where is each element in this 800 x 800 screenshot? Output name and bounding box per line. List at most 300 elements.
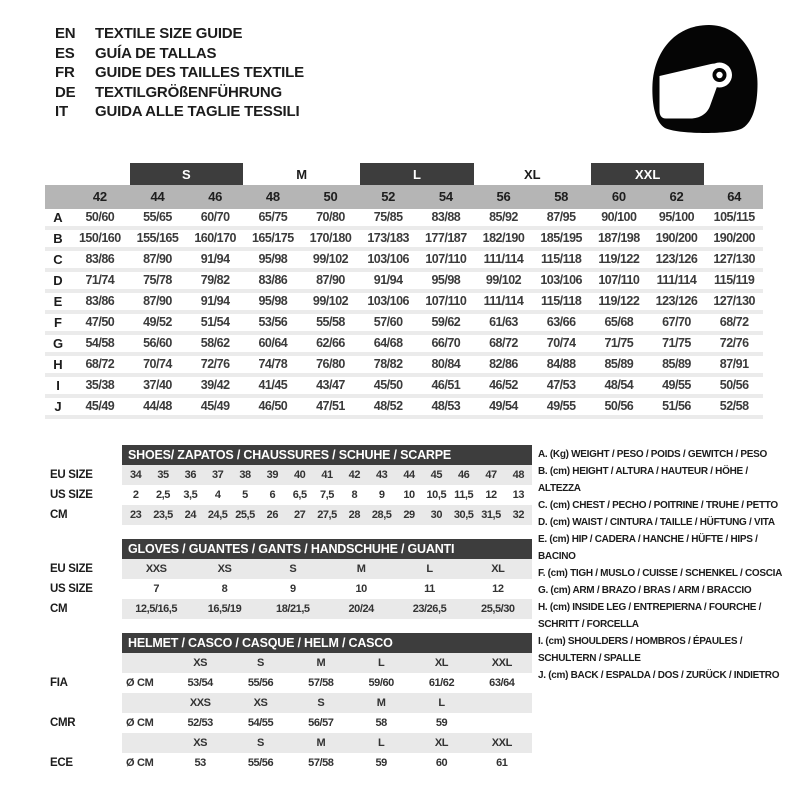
size-column-header: 50: [323, 189, 338, 204]
value-cell: 63/64: [489, 677, 515, 689]
legend-key: D. (cm): [538, 517, 573, 528]
size-value-cell: 68/72: [85, 357, 115, 371]
value-cell: 9: [289, 583, 296, 595]
language-code: ES: [55, 44, 75, 62]
size-column-header: 64: [727, 189, 742, 204]
size-value-cell: 46/50: [258, 399, 288, 413]
size-column-header: 58: [554, 189, 569, 204]
value-cell: XS: [217, 563, 232, 575]
legend-key: B. (cm): [538, 466, 573, 477]
size-number-header-row: [45, 185, 763, 209]
size-value-cell: 115/118: [541, 294, 582, 308]
size-value-cell: 78/82: [373, 357, 403, 371]
value-cell: 10: [403, 489, 415, 501]
helmet-table-title: HELMET / CASCO / CASQUE / HELM / CASCO: [122, 633, 532, 653]
value-cell: XL: [434, 737, 449, 749]
table-row: [45, 209, 763, 230]
value-cell: 24,5: [207, 509, 228, 521]
size-value-cell: 62/66: [316, 336, 345, 350]
size-value-cell: 50/56: [719, 378, 749, 392]
value-cell: XXS: [145, 563, 167, 575]
table-row: [50, 653, 532, 673]
size-value-cell: 79/82: [200, 273, 230, 287]
diameter-cm-label: Ø CM: [126, 757, 154, 769]
row-label: D: [53, 273, 63, 288]
size-value-cell: 71/75: [662, 336, 691, 350]
value-cell: 12: [492, 583, 504, 595]
size-value-cell: 123/126: [655, 294, 698, 308]
value-cell: S: [317, 697, 325, 709]
size-value-cell: 99/102: [312, 294, 349, 308]
size-value-cell: 43/47: [316, 378, 345, 392]
value-cell: S: [289, 563, 297, 575]
value-cell: 10,5: [426, 489, 447, 501]
value-cell: 16,5/19: [207, 603, 242, 615]
bottom-section: [50, 445, 790, 787]
measurement-legend: [538, 445, 790, 684]
value-cell: XXL: [491, 737, 512, 749]
value-cell: 20/24: [348, 603, 374, 615]
size-value-cell: 190/200: [713, 231, 755, 245]
size-value-cell: 95/98: [258, 252, 288, 266]
size-value-cell: 58/62: [200, 336, 230, 350]
value-cell: 37: [211, 469, 224, 481]
size-value-cell: 127/130: [713, 294, 755, 308]
racing-helmet-icon: [645, 18, 765, 138]
size-value-cell: 185/195: [540, 231, 582, 245]
legend-text: HIP / CADERA / HANCHE / HÜFTE / HIPS / BACINO: [538, 534, 758, 562]
language-title: GUIDA ALLE TAGLIE TESSILI: [95, 103, 300, 120]
size-value-cell: 46/51: [431, 378, 461, 392]
value-cell: 10: [355, 583, 367, 595]
size-column-header: 48: [265, 189, 280, 204]
size-value-cell: 52/58: [719, 399, 749, 413]
value-cell: 6: [269, 489, 276, 501]
value-cell: 7: [153, 583, 159, 595]
table-row: [50, 559, 532, 579]
size-value-cell: 65/75: [258, 210, 288, 224]
value-cell: 9: [378, 489, 385, 501]
legend-key: H. (cm): [538, 602, 573, 613]
value-cell: 4: [214, 489, 221, 501]
size-value-cell: 45/49: [200, 399, 230, 413]
size-value-cell: 87/91: [719, 357, 749, 371]
standard-label: CMR: [50, 717, 76, 729]
size-value-cell: 85/89: [662, 357, 691, 371]
diameter-cm-label: Ø CM: [126, 677, 154, 689]
legend-item: [538, 514, 790, 531]
legend-key: F. (cm): [538, 568, 571, 579]
size-value-cell: 83/86: [85, 252, 115, 266]
row-label: US SIZE: [50, 583, 93, 595]
value-cell: 56/57: [308, 717, 334, 729]
size-value-cell: 74/78: [258, 357, 288, 371]
language-code: IT: [55, 103, 68, 120]
value-cell: 57/58: [308, 677, 334, 689]
size-value-cell: 60/70: [200, 210, 230, 224]
size-column-header: 44: [150, 189, 165, 204]
size-column-header: 56: [496, 189, 511, 204]
value-cell: 45: [430, 469, 442, 481]
language-title: GUIDE DES TAILLES TEXTILE: [95, 64, 304, 81]
size-value-cell: 83/88: [431, 210, 461, 224]
size-value-cell: 35/38: [85, 378, 115, 392]
value-cell: 35: [157, 469, 169, 481]
size-column-header: 46: [208, 189, 223, 204]
size-group-spacer: [705, 163, 763, 185]
legend-item: [538, 633, 790, 667]
value-cell: 2,5: [156, 489, 170, 501]
table-row: [50, 673, 532, 693]
size-value-cell: 47/50: [85, 315, 115, 329]
value-cell: L: [438, 697, 445, 709]
value-cell: 28,5: [371, 509, 392, 521]
gloves-table-title: GLOVES / GUANTES / GANTS / HANDSCHUHE / GUANTI: [122, 539, 532, 559]
size-value-cell: 75/85: [373, 210, 403, 224]
size-value-cell: 155/165: [136, 231, 179, 245]
value-cell: 43: [375, 469, 388, 481]
table-row: [50, 579, 532, 599]
legend-text: INSIDE LEG / ENTREPIERNA / FOURCHE / SCHRITT / FORCELLA: [538, 602, 762, 630]
size-value-cell: 127/130: [713, 252, 755, 266]
row-label: EU SIZE: [50, 563, 93, 575]
language-title: TEXTILGRÖßENFÜHRUNG: [95, 83, 283, 101]
value-cell: 25,5/30: [481, 603, 515, 615]
row-label: A: [53, 210, 63, 225]
size-value-cell: 63/66: [546, 315, 576, 329]
size-value-cell: 39/42: [200, 378, 230, 392]
size-value-cell: 50/60: [85, 210, 115, 224]
table-row: [50, 485, 532, 505]
value-cell: 44: [403, 469, 415, 481]
size-value-cell: 107/110: [425, 294, 467, 308]
value-cell: S: [257, 657, 264, 669]
value-cell: 57/58: [308, 757, 334, 769]
value-cell: 29: [403, 509, 415, 521]
size-value-cell: 49/55: [662, 378, 691, 392]
size-value-cell: 115/119: [714, 273, 755, 287]
value-cell: 31,5: [481, 509, 501, 521]
legend-text: TIGH / MUSLO / CUISSE / SCHENKEL / COSCIA: [570, 568, 783, 579]
language-code: FR: [55, 64, 75, 81]
table-row: [45, 251, 763, 272]
shoes-table-title: SHOES/ ZAPATOS / CHAUSSURES / SCHUHE / SCARPE: [122, 445, 532, 465]
table-row: [50, 599, 532, 619]
size-value-cell: 103/106: [367, 252, 409, 266]
size-column-header: 60: [611, 189, 626, 204]
value-cell: 55/56: [247, 677, 274, 689]
table-row: [45, 335, 763, 356]
value-cell: 55/56: [247, 757, 274, 769]
legend-text: BACK / ESPALDA / DOS / ZURÜCK / INDIETRO: [570, 670, 780, 681]
value-cell: 11: [424, 583, 435, 595]
legend-item: [538, 497, 790, 514]
size-value-cell: 80/84: [431, 357, 461, 371]
row-values: [122, 713, 532, 733]
size-value-cell: 95/98: [431, 273, 461, 287]
size-value-cell: 87/90: [316, 273, 345, 287]
value-cell: XL: [434, 657, 449, 669]
size-value-cell: 68/72: [719, 315, 749, 329]
legend-key: I. (cm): [538, 636, 568, 647]
row-values: [122, 673, 532, 693]
size-value-cell: 103/106: [367, 294, 409, 308]
row-values: [122, 485, 532, 505]
size-value-cell: 190/200: [655, 231, 698, 245]
size-value-cell: 55/58: [316, 315, 345, 329]
value-cell: S: [257, 737, 264, 749]
language-code: DE: [55, 83, 76, 101]
table-row: [45, 293, 763, 314]
value-cell: M: [356, 563, 366, 575]
size-value-cell: 51/54: [200, 315, 230, 329]
size-value-cell: 107/110: [598, 273, 640, 287]
table-row: [50, 465, 532, 485]
row-values: [122, 579, 532, 599]
legend-text: WEIGHT / PESO / POIDS / GEWITCH / PESO: [571, 449, 768, 460]
diameter-cm-label: Ø CM: [126, 717, 154, 729]
size-value-cell: 111/114: [656, 273, 697, 287]
language-row: [55, 83, 304, 103]
size-value-cell: 72/76: [719, 336, 749, 350]
size-value-cell: 72/76: [200, 357, 230, 371]
legend-item: [538, 531, 790, 565]
value-cell: 36: [184, 469, 196, 481]
size-column-header: 42: [92, 189, 107, 204]
row-label: G: [52, 336, 64, 351]
row-label: E: [53, 294, 63, 309]
row-values: [122, 693, 532, 713]
legend-item: [538, 582, 790, 599]
size-value-cell: 70/80: [316, 210, 345, 224]
table-row: [45, 230, 763, 251]
size-value-cell: 107/110: [425, 252, 467, 266]
size-value-cell: 48/53: [431, 399, 461, 413]
value-cell: 11,5: [454, 489, 474, 501]
value-cell: XS: [193, 737, 208, 749]
accessory-tables: [50, 445, 532, 787]
table-row: [50, 753, 532, 773]
value-cell: 5: [242, 489, 248, 501]
value-cell: 27,5: [317, 509, 337, 521]
size-value-cell: 95/98: [258, 294, 288, 308]
size-value-cell: 187/198: [597, 231, 640, 245]
size-value-cell: 50/56: [604, 399, 634, 413]
standard-label: FIA: [50, 677, 68, 689]
size-column-header: 52: [381, 189, 396, 204]
value-cell: 23,5: [153, 509, 173, 521]
standard-label: [50, 653, 122, 673]
standard-label: ECE: [50, 757, 73, 769]
language-title-list: [55, 24, 304, 122]
value-cell: XXS: [189, 697, 211, 709]
size-value-cell: 99/102: [312, 252, 349, 266]
language-title: TEXTILE SIZE GUIDE: [95, 25, 243, 42]
size-value-cell: 111/114: [483, 252, 524, 266]
legend-item: [538, 446, 790, 463]
value-cell: 12: [485, 489, 497, 501]
size-value-cell: 165/175: [251, 231, 294, 245]
size-value-cell: 55/65: [143, 210, 172, 224]
size-value-cell: 87/95: [546, 210, 576, 224]
standard-label: [50, 733, 122, 753]
value-cell: 47: [485, 469, 497, 481]
value-cell: 3,5: [183, 489, 198, 501]
size-value-cell: 59/62: [431, 315, 461, 329]
corner-cell: [45, 185, 71, 209]
legend-item: [538, 667, 790, 684]
value-cell: 59/60: [368, 677, 394, 689]
table-row: [45, 314, 763, 335]
size-value-cell: 48/54: [604, 378, 634, 392]
value-cell: M: [316, 737, 326, 749]
size-value-cell: 71/75: [604, 336, 634, 350]
value-cell: 32: [512, 509, 524, 521]
size-group-header-row: [45, 163, 763, 185]
helmet-table: [50, 633, 532, 773]
size-value-cell: 91/94: [200, 252, 230, 266]
textile-size-table: [45, 163, 763, 419]
table-row: [50, 693, 532, 713]
value-cell: 61/62: [428, 677, 455, 689]
legend-item: [538, 463, 790, 497]
size-value-cell: 67/70: [662, 315, 691, 329]
size-value-cell: 37/40: [143, 378, 172, 392]
size-value-cell: 87/90: [143, 294, 172, 308]
value-cell: 27: [293, 509, 306, 521]
size-value-cell: 103/106: [540, 273, 582, 287]
size-value-cell: 99/102: [485, 273, 522, 287]
value-cell: 24: [184, 509, 196, 521]
value-cell: L: [426, 563, 433, 575]
size-value-cell: 47/53: [546, 378, 576, 392]
size-group-l: L: [360, 163, 473, 185]
value-cell: 54/55: [247, 717, 274, 729]
size-value-cell: 76/80: [316, 357, 345, 371]
row-values: [122, 465, 532, 485]
row-values: [122, 505, 532, 525]
value-cell: 61: [496, 757, 508, 769]
language-row: [55, 102, 304, 122]
gloves-table: [50, 539, 532, 619]
row-label: F: [54, 315, 62, 330]
size-value-cell: 95/100: [658, 210, 695, 224]
size-value-cell: 49/55: [546, 399, 576, 413]
value-cell: M: [376, 697, 386, 709]
value-cell: 8: [221, 583, 228, 595]
size-value-cell: 85/89: [604, 357, 634, 371]
size-value-cell: 61/63: [489, 315, 518, 329]
row-label: CM: [50, 509, 68, 521]
legend-key: G. (cm): [538, 585, 573, 596]
value-cell: 39: [266, 469, 278, 481]
legend-key: A. (Kg): [538, 449, 572, 460]
row-label: I: [56, 378, 60, 393]
row-values: [122, 753, 532, 773]
size-value-cell: 49/52: [143, 315, 172, 329]
value-cell: 30: [430, 509, 442, 521]
size-value-cell: 65/68: [604, 315, 634, 329]
size-value-cell: 119/122: [598, 294, 640, 308]
table-row: [45, 356, 763, 377]
size-value-cell: 45/49: [85, 399, 115, 413]
standard-label: [50, 693, 122, 713]
size-value-cell: 47/51: [316, 399, 345, 413]
size-group-xl: XL: [524, 166, 541, 182]
value-cell: XS: [193, 657, 208, 669]
row-values: [122, 559, 532, 579]
size-value-cell: 105/115: [713, 210, 755, 224]
row-values: [122, 599, 532, 619]
legend-item: [538, 565, 790, 582]
value-cell: 48: [512, 469, 524, 481]
legend-key: J. (cm): [538, 670, 571, 681]
value-cell: 26: [266, 509, 278, 521]
size-value-cell: 44/48: [143, 399, 172, 413]
value-cell: M: [316, 657, 326, 669]
size-value-cell: 173/183: [367, 231, 409, 245]
language-title: GUÍA DE TALLAS: [95, 44, 217, 62]
row-label: US SIZE: [50, 489, 93, 501]
size-value-cell: 83/86: [85, 294, 115, 308]
size-table-body: [45, 209, 763, 419]
size-value-cell: 91/94: [200, 294, 230, 308]
value-cell: 23/26,5: [412, 603, 447, 615]
size-group-s: S: [130, 163, 243, 185]
value-cell: 25,5: [235, 509, 255, 521]
shoes-table: [50, 445, 532, 525]
size-value-cell: 82/86: [489, 357, 518, 371]
value-cell: L: [378, 657, 385, 669]
legend-text: ARM / BRAZO / BRAS / ARM / BRACCIO: [572, 585, 752, 596]
value-cell: 34: [129, 469, 142, 481]
value-cell: L: [378, 737, 385, 749]
size-value-cell: 49/54: [489, 399, 518, 413]
size-value-cell: 51/56: [662, 399, 691, 413]
table-row: [45, 272, 763, 293]
value-cell: 28: [348, 509, 360, 521]
size-group-spacer: [45, 163, 129, 185]
legend-text: WAIST / CINTURA / TAILLE / HÜFTUNG / VITA: [572, 517, 775, 528]
language-row: [55, 44, 304, 64]
value-cell: 8: [351, 489, 358, 501]
value-cell: XXL: [491, 657, 512, 669]
table-row: [50, 733, 532, 753]
value-cell: 30,5: [453, 509, 474, 521]
value-cell: 2: [132, 489, 139, 501]
size-value-cell: 54/58: [85, 336, 115, 350]
value-cell: 46: [457, 469, 470, 481]
row-values: [122, 733, 532, 753]
table-row: [45, 377, 763, 398]
size-value-cell: 75/78: [143, 273, 172, 287]
value-cell: 38: [239, 469, 251, 481]
value-cell: 60: [435, 757, 448, 769]
size-group-m: M: [296, 166, 308, 182]
size-value-cell: 85/92: [489, 210, 518, 224]
value-cell: 42: [348, 469, 360, 481]
size-value-cell: 53/56: [258, 315, 288, 329]
size-value-cell: 84/88: [546, 357, 576, 371]
table-row: [45, 398, 763, 419]
row-label: B: [53, 231, 63, 246]
language-code: EN: [55, 25, 76, 42]
size-value-cell: 66/70: [431, 336, 461, 350]
size-value-cell: 41/45: [258, 378, 288, 392]
size-column-header: 62: [669, 189, 684, 204]
value-cell: 12,5/16,5: [135, 603, 178, 615]
value-cell: 53: [194, 757, 206, 769]
